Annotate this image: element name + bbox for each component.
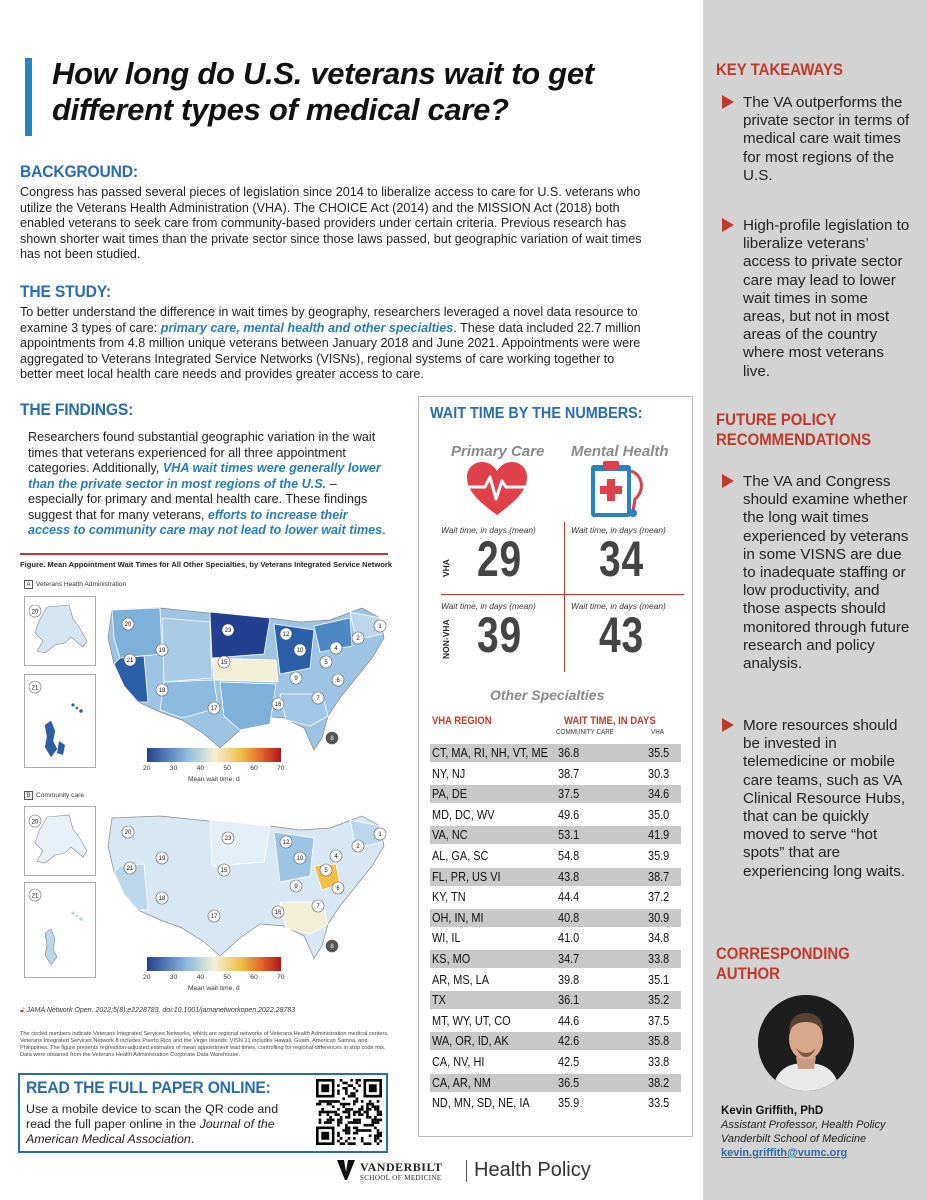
svg-text:19: 19: [158, 856, 166, 863]
findings-highlight-1: VHA wait times were generally lower than the private sector in most regions of the U.S.: [28, 461, 381, 491]
svg-text:18: 18: [158, 896, 166, 903]
vha-mental-value: 34: [599, 531, 644, 587]
table-cell-community: 35.9: [558, 1095, 580, 1111]
svg-text:23: 23: [224, 836, 232, 843]
table-cell-region: AR, MS, LA: [432, 971, 490, 987]
visn-marker: [320, 864, 332, 876]
svg-text:5: 5: [324, 660, 328, 667]
us-map-vha: [100, 598, 390, 758]
nonvha-primary-value: 39: [477, 607, 522, 663]
table-cell-region: FL, PR, US VI: [432, 868, 501, 884]
visn-marker: [374, 828, 386, 840]
visn-marker: [330, 642, 342, 654]
table-cell-community: 40.8: [558, 909, 580, 925]
svg-text:2: 2: [356, 636, 360, 643]
visn-marker: [218, 656, 230, 668]
alaska-inset-b: [24, 806, 96, 876]
table-cell-community: 42.6: [558, 1033, 580, 1049]
table-cell-vha: 30.9: [648, 909, 670, 925]
nonvha-row-label: NON-VHA: [441, 619, 451, 659]
svg-text:9: 9: [294, 676, 298, 683]
vha-primary-value: 29: [477, 531, 522, 587]
visn-marker: [320, 656, 332, 668]
visn-marker: [156, 684, 168, 696]
svg-text:21: 21: [31, 893, 39, 900]
svg-text:20: 20: [124, 622, 132, 629]
table-cell-community: 38.7: [558, 765, 580, 781]
author-name: Kevin Griffith, PhD: [721, 1105, 824, 1117]
svg-text:4: 4: [334, 854, 338, 861]
policy-item: More resources should be invested in telemedicine or mobile care teams, such as VA Clinical Resource Hubs, that can be quickly moved to serve “hot spots” that are experiencing long waits.: [743, 717, 906, 880]
visn-marker: [122, 826, 134, 838]
visn-marker: [280, 628, 292, 640]
table-row: [430, 971, 681, 989]
primary-care-label: Primary Care: [451, 443, 545, 460]
table-cell-vha: 37.5: [648, 1012, 670, 1028]
svg-text:20: 20: [31, 609, 39, 616]
table-row: [430, 765, 681, 783]
study-highlight: primary care, mental health and other specialties: [160, 320, 454, 335]
clipboard-stethoscope-icon: [587, 459, 649, 519]
svg-text:5: 5: [324, 868, 328, 875]
visn-marker: [312, 900, 324, 912]
table-row: [430, 1074, 681, 1092]
table-cell-community: 36.8: [558, 745, 580, 760]
visn-marker: [222, 624, 234, 636]
svg-text:16: 16: [274, 910, 282, 917]
nonvha-primary-caption: Wait time, in days (mean): [441, 601, 536, 611]
svg-text:17: 17: [210, 706, 218, 713]
colorbar-tick: 40: [196, 974, 205, 981]
figure-citation[interactable]: 🔓︎ JAMA Network Open. 2022;5(8):e2228783. doi:10.1001/jamanetworkopen.2022.28783: [20, 1007, 296, 1014]
open-access-icon: 🔓︎: [20, 1007, 27, 1014]
findings-heading: THE FINDINGS:: [20, 400, 134, 419]
visn-marker: [294, 852, 306, 864]
visn-marker: [222, 832, 234, 844]
qr-code-icon[interactable]: [316, 1079, 382, 1145]
colorbar-tick: 40: [196, 765, 205, 772]
avatar: [758, 995, 854, 1091]
visn-marker: [290, 880, 302, 892]
other-specialties-label: Other Specialties: [490, 687, 605, 703]
study-text: To better understand the difference in wait times by geography, researchers leveraged a novel data resource to examine 3 types of care: primary care, mental health and other specialties. These data included 22.7 million appointments from 4.8 million unique veterans between January 2018 and June 2021. Appointments were were aggregated to Veterans Integrated Service Networks (VISNs), regional systems of care working together to better meet local health care needs and provides greater access to care.: [20, 305, 641, 381]
col-wait-header: WAIT TIME, IN DAYS: [564, 715, 656, 727]
author-affiliation: Vanderbilt School of Medicine: [721, 1133, 867, 1145]
colorbar-ticks-a: [143, 765, 293, 775]
panel-title: WAIT TIME BY THE NUMBERS:: [430, 405, 643, 422]
visn-marker: [122, 618, 134, 630]
takeaway-item: The VA outperforms the private sector in terms of medical care wait times for most regions of the U.S.: [743, 94, 910, 184]
visn-marker: [352, 632, 364, 644]
svg-text:8: 8: [330, 736, 334, 743]
takeaways-heading: KEY TAKEAWAYS: [716, 60, 843, 79]
author-email-link[interactable]: kevin.griffith@vumc.org: [721, 1147, 848, 1159]
table-row: [430, 991, 681, 1009]
table-row: [430, 909, 681, 927]
table-cell-vha: 38.2: [648, 1074, 670, 1090]
visn-marker: [208, 910, 220, 922]
colorbar-tick: 30: [169, 974, 178, 981]
colorbar-label-b: Mean wait time, d: [188, 985, 240, 992]
table-row: [430, 888, 681, 906]
table-cell-vha: 41.9: [648, 827, 670, 843]
table-cell-vha: 35.0: [648, 806, 670, 822]
table-row: [430, 868, 681, 886]
author-heading-line-1: CORRESPONDING: [716, 944, 850, 963]
colorbar-tick: 50: [223, 974, 231, 981]
arrow-icon: [722, 218, 734, 232]
read-paper-box: [18, 1073, 388, 1153]
table-cell-vha: 37.2: [648, 889, 670, 905]
table-cell-region: KY, TN: [432, 889, 466, 905]
table-cell-region: NY, NJ: [432, 765, 466, 781]
colorbar-tick: 50: [223, 765, 231, 772]
table-row: [430, 1094, 681, 1112]
mental-health-label: Mental Health: [571, 443, 669, 460]
panel-b-label: B Community care: [24, 791, 84, 800]
pacific-inset-b: [24, 882, 96, 978]
nonvha-mental-caption: Wait time, in days (mean): [571, 601, 666, 611]
colorbar-tick: 20: [143, 765, 151, 772]
read-paper-heading: READ THE FULL PAPER ONLINE:: [26, 1078, 271, 1097]
visn-marker: [208, 702, 220, 714]
table-row: [430, 929, 681, 947]
table-cell-region: CA, AR, NM: [432, 1074, 491, 1090]
table-cell-vha: 33.8: [648, 951, 670, 966]
table-cell-community: 36.1: [558, 992, 580, 1008]
author-title: Assistant Professor, Health Policy: [721, 1119, 886, 1131]
vha-row-label: VHA: [441, 559, 451, 577]
read-paper-text: Use a mobile device to scan the QR code and read the full paper online in the Journal of the American Medical Association.: [26, 1102, 279, 1146]
svg-text:7: 7: [316, 904, 320, 911]
visn-marker: [326, 940, 338, 952]
visn-marker: [332, 882, 344, 894]
colorbar-label-a: Mean wait time, d: [188, 776, 240, 783]
findings-text: Researchers found substantial geographic variation in the wait times that veterans experienced for all three appointment categories. Additionally, VHA wait times were generally lower than the private sector in most regions of the U.S. – especially for primary and mental health care. These findings suggest that for many veterans, efforts to increase their access to community care may not lead to lower wait times.: [28, 430, 386, 537]
table-row: [430, 847, 681, 865]
table-cell-vha: 35.2: [648, 992, 670, 1008]
colorbar-tick: 30: [169, 765, 178, 772]
table-cell-vha: 34.8: [648, 930, 670, 946]
svg-text:12: 12: [282, 840, 290, 847]
table-row: [430, 1053, 681, 1071]
table-cell-vha: 38.7: [648, 868, 670, 884]
colorbar-tick: 70: [277, 765, 285, 772]
svg-text:12: 12: [282, 632, 290, 639]
vha-primary-caption: Wait time, in days (mean): [441, 525, 536, 535]
colorbar-tick: 20: [143, 974, 151, 981]
panel-a-label: A Veterans Health Administration: [24, 580, 126, 589]
visn-marker: [218, 864, 230, 876]
svg-text:15: 15: [220, 868, 228, 875]
table-cell-region: VA, NC: [432, 827, 468, 843]
svg-text:1: 1: [378, 624, 382, 631]
policy-heading-line-2: RECOMMENDATIONS: [716, 430, 872, 449]
wait-time-panel: [418, 396, 693, 1137]
grid-divider-horizontal: [441, 594, 684, 595]
vanderbilt-logo: VANDERBILT SCHOOL OF MEDICINE Health Policy: [336, 1158, 596, 1184]
visn-marker: [294, 644, 306, 656]
takeaway-item: High-profile legislation to liberalize veterans’ access to private sector care may lead to lower wait times in some areas, but not in most areas of the country where most veterans live.: [743, 217, 910, 380]
svg-text:10: 10: [296, 856, 304, 863]
svg-text:21: 21: [31, 685, 39, 692]
table-cell-community: 37.5: [558, 786, 580, 802]
table-cell-vha: 35.8: [648, 1033, 670, 1049]
visn-marker: [330, 850, 342, 862]
table-row: [430, 1032, 681, 1050]
table-cell-community: 44.4: [558, 889, 580, 905]
vanderbilt-v-icon: [336, 1158, 356, 1182]
table-cell-region: ND, MN, SD, NE, IA: [432, 1095, 530, 1111]
visn-marker: [272, 906, 284, 918]
table-cell-community: 54.8: [558, 848, 580, 863]
svg-text:17: 17: [210, 914, 218, 921]
table-cell-vha: 30.3: [648, 765, 670, 781]
study-heading: THE STUDY:: [20, 282, 111, 301]
table-cell-vha: 33.8: [648, 1054, 670, 1069]
visn-marker: [374, 620, 386, 632]
table-cell-region: MT, WY, UT, CO: [432, 1012, 511, 1028]
colorbar-ticks-b: [143, 974, 293, 984]
svg-text:16: 16: [274, 702, 282, 709]
findings-highlight-2: efforts to increase their access to community care may not lead to lower wait times: [28, 507, 383, 537]
visn-marker: [124, 862, 136, 874]
vha-mental-caption: Wait time, in days (mean): [571, 525, 666, 535]
svg-text:15: 15: [220, 660, 228, 667]
table-cell-community: 42.5: [558, 1054, 580, 1069]
grid-divider-vertical: [564, 522, 565, 672]
table-cell-region: PA, DE: [432, 786, 468, 802]
svg-text:6: 6: [336, 886, 340, 893]
svg-text:21: 21: [126, 866, 134, 873]
table-cell-vha: 35.9: [648, 848, 670, 863]
title-accent-bar: [25, 58, 32, 136]
svg-text:21: 21: [126, 658, 134, 665]
table-cell-community: 43.8: [558, 868, 580, 884]
table-cell-vha: 34.6: [648, 786, 670, 802]
figure-rule: [20, 553, 388, 555]
svg-text:10: 10: [296, 648, 304, 655]
col-community-header: COMMUNITY CARE: [556, 729, 614, 736]
table-cell-region: WA, OR, ID, AK: [432, 1033, 509, 1049]
table-cell-region: WI, IL: [432, 930, 461, 946]
colorbar-tick: 60: [250, 974, 258, 981]
nonvha-mental-value: 43: [599, 607, 644, 663]
figure-title: Figure. Mean Appointment Wait Times for All Other Specialties, by Veterans Integrated Service Network: [20, 560, 393, 569]
background-text: Congress has passed several pieces of legislation since 2014 to liberalize access to care for U.S. veterans who utilize the Veterans Health Administration (VHA). The CHOICE Act (2014) and the MISSION Act (2018) both enabled veterans to seek care from community-based providers under certain criteria. Previous research has shown shorter wait times than the private sector since those laws passed, but geographic variation of wait times has not been studied.: [20, 185, 642, 261]
table-cell-community: 53.1: [558, 827, 580, 843]
table-cell-region: CA, NV, HI: [432, 1054, 485, 1069]
visn-marker: [312, 692, 324, 704]
table-cell-region: CT, MA, RI, NH, VT, ME: [432, 745, 548, 760]
svg-text:18: 18: [158, 688, 166, 695]
heart-icon: [465, 461, 529, 517]
table-cell-region: AL, GA, SC: [432, 848, 489, 863]
table-row: [430, 1012, 681, 1030]
pacific-inset-a: [24, 674, 96, 768]
table-cell-community: 39.8: [558, 971, 580, 987]
alaska-inset-a: [24, 596, 96, 666]
svg-text:7: 7: [316, 696, 320, 703]
visn-marker: [156, 852, 168, 864]
svg-text:23: 23: [224, 628, 232, 635]
author-heading-line-2: AUTHOR: [716, 964, 780, 983]
svg-text:6: 6: [336, 678, 340, 685]
arrow-icon: [722, 95, 734, 109]
table-cell-vha: 35.1: [648, 971, 670, 987]
visn-marker: [290, 672, 302, 684]
table-cell-community: 44.6: [558, 1012, 580, 1028]
arrow-icon: [722, 474, 734, 488]
svg-text:19: 19: [158, 648, 166, 655]
table-row: [430, 744, 681, 762]
visn-marker: [332, 674, 344, 686]
policy-heading-line-1: FUTURE POLICY: [716, 410, 837, 429]
page-title: How long do U.S. veterans wait to get different types of medical care?: [52, 56, 594, 127]
table-cell-community: 41.0: [558, 930, 580, 946]
svg-text:20: 20: [31, 819, 39, 826]
visn-marker: [156, 892, 168, 904]
visn-marker: [156, 644, 168, 656]
table-row: [430, 826, 681, 844]
colorbar-tick: 70: [277, 974, 285, 981]
svg-text:9: 9: [294, 884, 298, 891]
table-cell-community: 36.5: [558, 1074, 580, 1090]
table-cell-community: 49.6: [558, 806, 580, 822]
svg-text:8: 8: [330, 944, 334, 951]
svg-text:20: 20: [124, 830, 132, 837]
background-heading: BACKGROUND:: [20, 162, 138, 181]
svg-text:1: 1: [378, 832, 382, 839]
table-row: [430, 806, 681, 824]
table-cell-community: 34.7: [558, 951, 580, 966]
svg-text:2: 2: [356, 844, 360, 851]
us-map-community: [100, 806, 390, 966]
visn-marker: [280, 836, 292, 848]
visn-marker: [352, 840, 364, 852]
visn-marker: [124, 654, 136, 666]
table-cell-region: KS, MO: [432, 951, 471, 966]
table-cell-region: TX: [432, 992, 446, 1008]
col-region-header: VHA REGION: [432, 715, 492, 727]
svg-text:4: 4: [334, 646, 338, 653]
table-cell-vha: 35.5: [648, 745, 670, 760]
col-vha-header: VHA: [651, 729, 664, 736]
table-cell-vha: 33.5: [648, 1095, 670, 1111]
table-cell-region: OH, IN, MI: [432, 909, 484, 925]
colorbar-tick: 60: [250, 765, 258, 772]
table-cell-region: MD, DC, WV: [432, 806, 495, 822]
table-row: [430, 785, 681, 803]
visn-marker: [272, 698, 284, 710]
visn-marker: [326, 732, 338, 744]
arrow-icon: [722, 718, 734, 732]
policy-item: The VA and Congress should examine whether the long wait times experienced by veterans in some VISNS are due to inadequate staffing or low productivity, and those aspects should monitored through future research and policy analysis.: [743, 473, 910, 673]
table-row: [430, 950, 681, 968]
figure-note: The circled numbers indicate Veterans Integrated Services Networks, which are regional networks of Veterans Health Administration medical centers. Veterans Integrated Services Network 8 includes Puerto Rico and the Virgin Islands. VISN 21 includes Hawaii, Guam, American Samoa, and Philippines. The figure presents regression-adjusted estimates of mean appointment wait times, controlling for regional differences in stop code mix. Data were obtained from the Veterans Health Administration Corporate Data Warehouse.: [20, 1031, 389, 1058]
